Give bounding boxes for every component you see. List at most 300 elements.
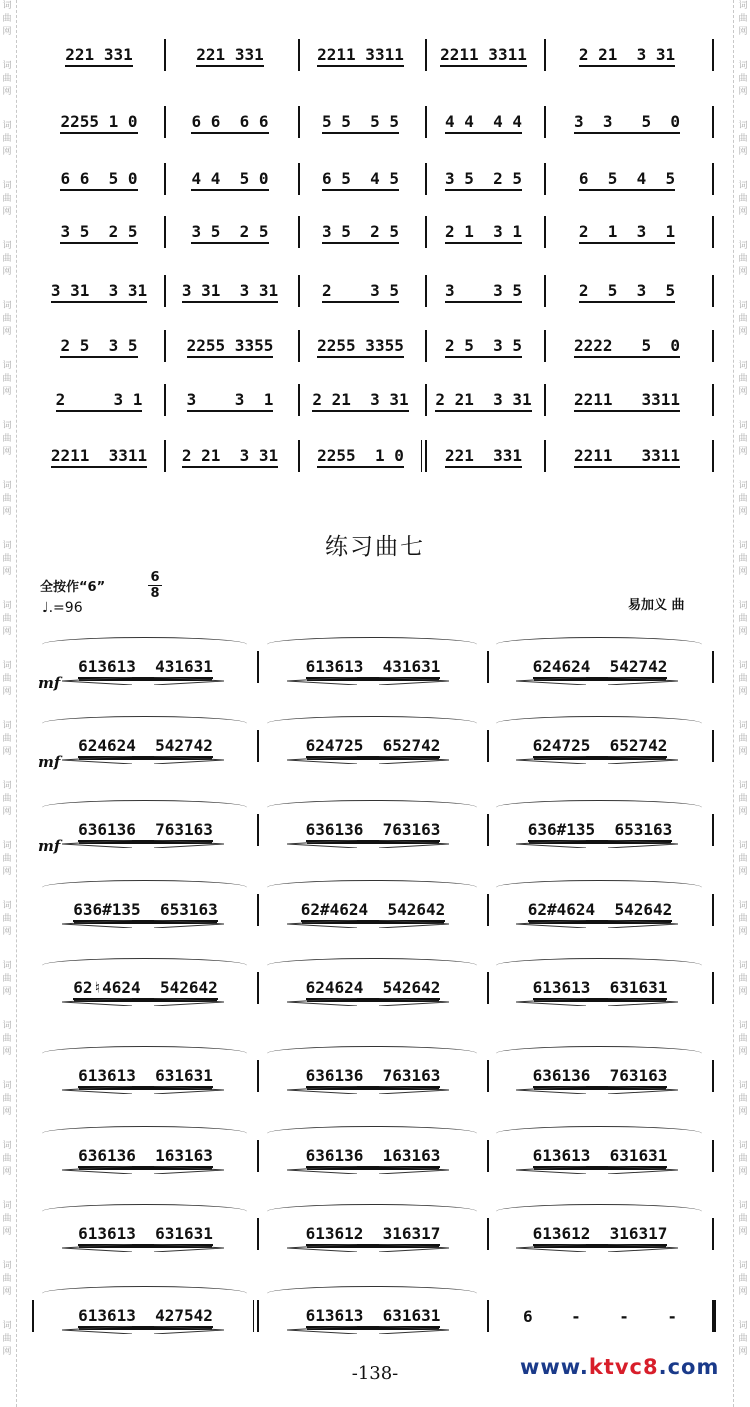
- note-group: 613613 631631: [533, 979, 668, 1000]
- barline: [544, 39, 546, 71]
- note-group: 6 5 4 5: [322, 170, 399, 191]
- barline: [425, 275, 427, 307]
- watermark-char: 网: [2, 867, 12, 877]
- upper-row: [36, 272, 726, 312]
- note-group: 3 3 5: [445, 282, 522, 303]
- watermark-gap: [736, 1179, 750, 1200]
- watermark-gap: [0, 1179, 14, 1200]
- note-group: 636136 163163: [306, 1147, 441, 1168]
- note-group: 613612 316317: [306, 1225, 441, 1246]
- barline: [164, 216, 166, 248]
- note-group: 2211 3311: [574, 447, 680, 468]
- decrescendo-hairpin: [608, 840, 678, 848]
- note-group: 636136 763163: [533, 1067, 668, 1088]
- upper-row: [36, 36, 726, 76]
- decrescendo-hairpin: [379, 1244, 449, 1252]
- measure: [302, 272, 419, 312]
- measure: [40, 381, 158, 421]
- measure: [168, 327, 292, 367]
- watermark-char: 曲: [2, 974, 12, 984]
- watermark-char: 网: [738, 987, 748, 997]
- watermark-char: 曲: [738, 134, 748, 144]
- note-group: 2 3 5: [322, 282, 399, 303]
- upper-row: [36, 327, 726, 367]
- watermark-char: 词: [738, 61, 748, 71]
- watermark-char: 曲: [2, 1094, 12, 1104]
- watermark-gap: [0, 639, 14, 660]
- watermark-char: 网: [2, 1107, 12, 1117]
- barline: [487, 814, 489, 846]
- watermark-char: 曲: [738, 74, 748, 84]
- barline: [425, 39, 427, 71]
- measure: [548, 160, 706, 200]
- decrescendo-hairpin: [154, 1244, 224, 1252]
- measure: [548, 327, 706, 367]
- watermark-char: 网: [738, 327, 748, 337]
- measure: [429, 327, 538, 367]
- lower-row: [36, 1215, 726, 1255]
- note-group: 2211 3311: [51, 447, 147, 468]
- note-group: 624624 542642: [306, 979, 441, 1000]
- watermark-char: 词: [2, 781, 12, 791]
- barline: [487, 730, 489, 762]
- watermark-gap: [736, 1119, 750, 1140]
- note-group: 2 21 3 31: [312, 391, 408, 412]
- watermark-char: 网: [2, 447, 12, 457]
- watermark-char: 曲: [2, 1214, 12, 1224]
- site-name: ktvc8: [588, 1355, 659, 1379]
- barline: [487, 1060, 489, 1092]
- note-group: 62#4624 542642: [528, 901, 673, 922]
- watermark-char: 曲: [2, 1154, 12, 1164]
- watermark-char: 词: [738, 541, 748, 551]
- lower-row: [36, 1057, 726, 1097]
- watermark-gap: [0, 399, 14, 420]
- watermark-char: 词: [2, 361, 12, 371]
- composer-credit: 易加义 曲: [628, 598, 685, 613]
- watermark-char: 曲: [738, 914, 748, 924]
- decrescendo-hairpin: [154, 1166, 224, 1174]
- barline: [298, 106, 300, 138]
- crescendo-hairpin: [62, 1244, 132, 1252]
- measure: [302, 103, 419, 143]
- watermark-char: 曲: [738, 554, 748, 564]
- crescendo-hairpin: [287, 1086, 357, 1094]
- watermark-char: 网: [738, 867, 748, 877]
- lower-row: [36, 969, 726, 1009]
- watermark-gap: [736, 339, 750, 360]
- watermark-char: 词: [2, 601, 12, 611]
- watermark-char: 网: [738, 627, 748, 637]
- dynamic-mark: mf: [38, 837, 61, 855]
- barline: [544, 330, 546, 362]
- note-group: 624725 652742: [306, 737, 441, 758]
- barline: [298, 275, 300, 307]
- barline: [487, 1218, 489, 1250]
- watermark-char: 网: [738, 927, 748, 937]
- watermark-char: 网: [738, 1227, 748, 1237]
- watermark-char: 词: [2, 721, 12, 731]
- barline: [257, 730, 259, 762]
- decrescendo-hairpin: [154, 1326, 224, 1334]
- measure: [429, 160, 538, 200]
- note-group: 6 6 6 6: [191, 113, 268, 134]
- barline: [544, 106, 546, 138]
- watermark-char: 曲: [2, 254, 12, 264]
- note-group: 3 5 2 5: [322, 223, 399, 244]
- decrescendo-hairpin: [608, 998, 678, 1006]
- watermark-column-left: [0, 0, 14, 1407]
- watermark-char: 曲: [2, 1334, 12, 1344]
- measure: [429, 272, 538, 312]
- crescendo-hairpin: [287, 756, 357, 764]
- decrescendo-hairpin: [154, 677, 224, 685]
- watermark-gap: [0, 699, 14, 720]
- barline: [164, 330, 166, 362]
- crescendo-hairpin: [287, 1166, 357, 1174]
- measure: [429, 103, 538, 143]
- crescendo-hairpin: [62, 677, 132, 685]
- measure: [40, 103, 158, 143]
- crescendo-hairpin: [62, 1086, 132, 1094]
- time-signature-top: 6: [150, 570, 160, 585]
- barline: [712, 1218, 714, 1250]
- watermark-char: 曲: [2, 1034, 12, 1044]
- barline: [712, 440, 714, 472]
- watermark-char: 网: [2, 1167, 12, 1177]
- barline: [425, 216, 427, 248]
- watermark-char: 曲: [738, 194, 748, 204]
- note-group: 2211 3311: [317, 46, 404, 67]
- note-group: 2255 3355: [317, 337, 404, 358]
- watermark-char: 词: [2, 61, 12, 71]
- decrescendo-hairpin: [379, 756, 449, 764]
- watermark-char: 曲: [738, 374, 748, 384]
- note-group: 613613 631631: [533, 1147, 668, 1168]
- fingering-note: 全按作“6”: [40, 580, 106, 595]
- watermark-char: 词: [2, 661, 12, 671]
- watermark-char: 曲: [2, 914, 12, 924]
- watermark-char: 曲: [738, 1274, 748, 1284]
- note-group: 636136 763163: [306, 1067, 441, 1088]
- watermark-char: 曲: [738, 974, 748, 984]
- watermark-char: 曲: [2, 14, 12, 24]
- note-group: 636136 763163: [306, 821, 441, 842]
- watermark-gap: [736, 219, 750, 240]
- watermark-char: 曲: [2, 734, 12, 744]
- crescendo-hairpin: [287, 920, 357, 928]
- watermark-gap: [0, 579, 14, 600]
- barline: [425, 440, 427, 472]
- measure: [40, 160, 158, 200]
- barline: [164, 440, 166, 472]
- watermark-char: 词: [2, 841, 12, 851]
- measure: [168, 160, 292, 200]
- watermark-char: 网: [2, 147, 12, 157]
- crescendo-hairpin: [516, 920, 586, 928]
- piece-title: 练习曲七: [325, 534, 425, 560]
- measure: [548, 381, 706, 421]
- watermark-char: 网: [738, 1347, 748, 1357]
- watermark-char: 网: [738, 1107, 748, 1117]
- upper-row: [36, 381, 726, 421]
- note-group: 613613 431631: [306, 658, 441, 679]
- watermark-char: 网: [2, 507, 12, 517]
- crescendo-hairpin: [516, 756, 586, 764]
- note-group: 3 5 2 5: [60, 223, 137, 244]
- crescendo-hairpin: [516, 1086, 586, 1094]
- measure: [168, 272, 292, 312]
- watermark-char: 网: [2, 267, 12, 277]
- note-group: 3 31 3 31: [51, 282, 147, 303]
- watermark-char: 词: [738, 421, 748, 431]
- crescendo-hairpin: [62, 1326, 132, 1334]
- tempo-mark: ♩.=96: [42, 600, 83, 616]
- left-border-line: [16, 0, 17, 1407]
- lower-row: [36, 648, 726, 692]
- watermark-char: 词: [2, 1321, 12, 1331]
- watermark-char: 曲: [2, 794, 12, 804]
- watermark-char: 曲: [2, 494, 12, 504]
- watermark-gap: [736, 1239, 750, 1260]
- watermark-char: 网: [738, 687, 748, 697]
- decrescendo-hairpin: [379, 677, 449, 685]
- site-prefix: www.: [520, 1355, 589, 1379]
- watermark-char: 网: [2, 1347, 12, 1357]
- watermark-char: 词: [2, 241, 12, 251]
- note-group: 2255 1 0: [60, 113, 137, 134]
- watermark-char: 网: [738, 507, 748, 517]
- watermark-char: 网: [738, 207, 748, 217]
- note-group: 613613 631631: [78, 1067, 213, 1088]
- decrescendo-hairpin: [154, 756, 224, 764]
- site-watermark: [520, 1355, 719, 1379]
- watermark-char: 词: [738, 961, 748, 971]
- note-group: 624624 542742: [78, 737, 213, 758]
- crescendo-hairpin: [287, 1326, 357, 1334]
- measure: [429, 36, 538, 76]
- watermark-char: 词: [2, 1201, 12, 1211]
- crescendo-hairpin: [62, 998, 132, 1006]
- measure: [548, 36, 706, 76]
- measure: [168, 213, 292, 253]
- upper-row: [36, 213, 726, 253]
- decrescendo-hairpin: [608, 756, 678, 764]
- note-group: 624624 542742: [533, 658, 668, 679]
- watermark-char: 网: [738, 147, 748, 157]
- watermark-char: 词: [2, 481, 12, 491]
- watermark-gap: [0, 999, 14, 1020]
- lower-row: [36, 811, 726, 855]
- note-group: 613613 431631: [78, 658, 213, 679]
- watermark-char: 词: [738, 241, 748, 251]
- barline: [712, 275, 714, 307]
- note-group: 221 331: [196, 46, 263, 67]
- note-group: 3 31 3 31: [182, 282, 278, 303]
- barline: [544, 440, 546, 472]
- barline: [257, 1060, 259, 1092]
- site-suffix: .com: [658, 1355, 720, 1379]
- note-group: 2 21 3 31: [579, 46, 675, 67]
- note-group: 2211 3311: [440, 46, 527, 67]
- watermark-char: 网: [2, 1227, 12, 1237]
- measure: [168, 437, 292, 477]
- barline: [712, 1060, 714, 1092]
- lower-row: [36, 1297, 726, 1337]
- watermark-char: 网: [2, 627, 12, 637]
- measure: [40, 213, 158, 253]
- watermark-char: 网: [2, 747, 12, 757]
- watermark-char: 网: [2, 1047, 12, 1057]
- watermark-char: 词: [738, 181, 748, 191]
- watermark-gap: [736, 819, 750, 840]
- decrescendo-hairpin: [379, 1166, 449, 1174]
- watermark-char: 曲: [738, 1334, 748, 1344]
- note-group: 221 331: [65, 46, 132, 67]
- watermark-gap: [0, 99, 14, 120]
- note-group: 624725 652742: [533, 737, 668, 758]
- decrescendo-hairpin: [608, 920, 678, 928]
- crescendo-hairpin: [62, 756, 132, 764]
- repeat-start-barline: [32, 1300, 34, 1332]
- watermark-char: 词: [2, 1141, 12, 1151]
- measure: [548, 213, 706, 253]
- watermark-char: 网: [738, 87, 748, 97]
- note-group: 636136 763163: [78, 821, 213, 842]
- note-group: 2255 1 0: [317, 447, 404, 468]
- note-group: 3 5 2 5: [191, 223, 268, 244]
- barline: [298, 384, 300, 416]
- note-group: 5 5 5 5: [322, 113, 399, 134]
- note-group: 2222 5 0: [574, 337, 680, 358]
- watermark-char: 网: [2, 687, 12, 697]
- watermark-char: 词: [738, 901, 748, 911]
- barline: [425, 384, 427, 416]
- barline: [712, 814, 714, 846]
- watermark-char: 网: [2, 987, 12, 997]
- watermark-char: 词: [738, 1321, 748, 1331]
- watermark-gap: [736, 99, 750, 120]
- note-group: 62#4624 542642: [301, 901, 446, 922]
- watermark-char: 词: [738, 841, 748, 851]
- watermark-gap: [0, 759, 14, 780]
- barline: [257, 814, 259, 846]
- note-group: 6 5 4 5: [579, 170, 675, 191]
- decrescendo-hairpin: [154, 998, 224, 1006]
- watermark-char: 曲: [2, 314, 12, 324]
- crescendo-hairpin: [287, 1244, 357, 1252]
- watermark-char: 词: [738, 1081, 748, 1091]
- watermark-char: 曲: [2, 374, 12, 384]
- watermark-char: 词: [2, 1081, 12, 1091]
- upper-row: [36, 160, 726, 200]
- note-group: 2 5 3 5: [60, 337, 137, 358]
- watermark-char: 词: [2, 121, 12, 131]
- barline: [257, 894, 259, 926]
- barline: [164, 163, 166, 195]
- watermark-char: 曲: [738, 494, 748, 504]
- watermark-char: 词: [2, 421, 12, 431]
- note-group: 2 1 3 1: [445, 223, 522, 244]
- watermark-char: 词: [738, 601, 748, 611]
- barline: [257, 651, 259, 683]
- watermark-char: 曲: [738, 1094, 748, 1104]
- barline: [257, 1218, 259, 1250]
- decrescendo-hairpin: [608, 1244, 678, 1252]
- decrescendo-hairpin: [379, 920, 449, 928]
- crescendo-hairpin: [516, 998, 586, 1006]
- watermark-char: 网: [2, 87, 12, 97]
- watermark-char: 曲: [738, 614, 748, 624]
- note-group: 613613 631631: [78, 1225, 213, 1246]
- watermark-gap: [736, 399, 750, 420]
- watermark-char: 网: [738, 447, 748, 457]
- watermark-char: 曲: [2, 1274, 12, 1284]
- note-group: 6 6 5 0: [60, 170, 137, 191]
- watermark-gap: [0, 1239, 14, 1260]
- repeat-end-barline: [253, 1300, 254, 1332]
- note-group: 636#135 653163: [528, 821, 673, 842]
- watermark-gap: [736, 999, 750, 1020]
- watermark-char: 曲: [738, 14, 748, 24]
- watermark-gap: [736, 39, 750, 60]
- decrescendo-hairpin: [608, 677, 678, 685]
- decrescendo-hairpin: [379, 840, 449, 848]
- barline: [712, 384, 714, 416]
- watermark-char: 网: [738, 267, 748, 277]
- watermark-char: 网: [2, 207, 12, 217]
- watermark-gap: [0, 879, 14, 900]
- note-group: 3 5 2 5: [445, 170, 522, 191]
- crescendo-hairpin: [516, 1244, 586, 1252]
- barline: [712, 894, 714, 926]
- barline: [712, 216, 714, 248]
- watermark-char: 词: [2, 1, 12, 11]
- watermark-char: 曲: [2, 74, 12, 84]
- watermark-char: 网: [2, 1287, 12, 1297]
- crescendo-hairpin: [516, 840, 586, 848]
- note-group: 636136 163163: [78, 1147, 213, 1168]
- dynamic-mark: mf: [38, 674, 61, 692]
- barline: [298, 216, 300, 248]
- watermark-gap: [0, 159, 14, 180]
- watermark-char: 词: [738, 361, 748, 371]
- watermark-char: 词: [738, 781, 748, 791]
- watermark-char: 曲: [2, 434, 12, 444]
- crescendo-hairpin: [516, 677, 586, 685]
- barline: [298, 330, 300, 362]
- watermark-gap: [736, 1059, 750, 1080]
- measure: [548, 272, 706, 312]
- note-group: 2 5 3 5: [445, 337, 522, 358]
- note-group: 221 331: [445, 447, 522, 468]
- watermark-char: 网: [738, 747, 748, 757]
- barline: [544, 275, 546, 307]
- barline: [544, 216, 546, 248]
- watermark-char: 词: [2, 901, 12, 911]
- barline: [544, 384, 546, 416]
- barline: [487, 651, 489, 683]
- watermark-gap: [0, 39, 14, 60]
- watermark-char: 网: [738, 567, 748, 577]
- barline: [425, 106, 427, 138]
- measure: [168, 103, 292, 143]
- watermark-gap: [0, 459, 14, 480]
- watermark-gap: [0, 1059, 14, 1080]
- watermark-char: 曲: [738, 854, 748, 864]
- time-signature: [148, 570, 162, 601]
- watermark-char: 词: [738, 1261, 748, 1271]
